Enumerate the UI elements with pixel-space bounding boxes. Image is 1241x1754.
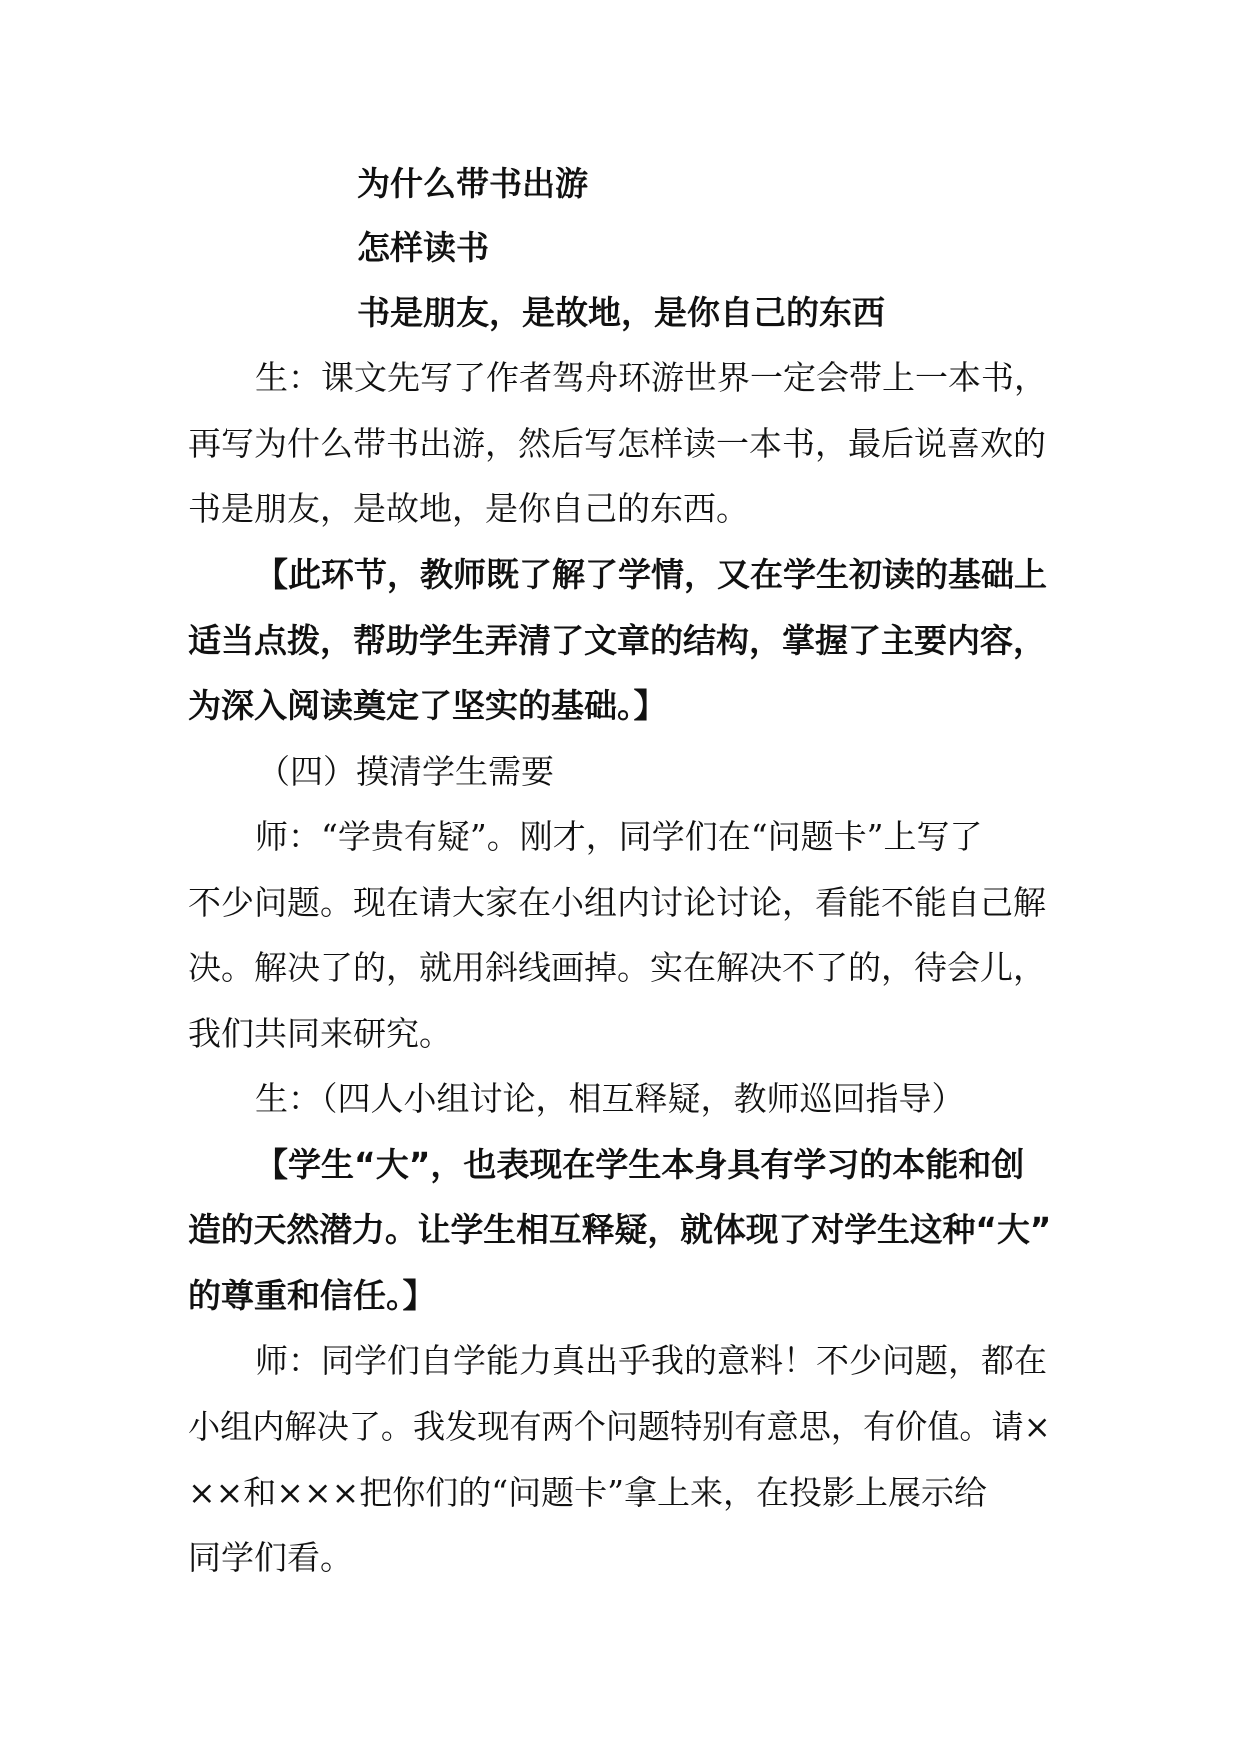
paragraph-line: 师：“学贵有疑”。刚才，同学们在“问题卡”上写了: [255, 817, 983, 856]
paragraph-line: 书是朋友，是故地，是你自己的东西。: [188, 489, 749, 528]
paragraph-line: 同学们看。: [188, 1538, 353, 1577]
paragraph-line: 小组内解决了。我发现有两个问题特别有意思，有价值。请×: [188, 1407, 1051, 1446]
outline-item: 书是朋友，是故地，是你自己的东西: [357, 293, 885, 332]
paragraph-line: 生：课文先写了作者驾舟环游世界一定会带上一本书，: [255, 358, 1047, 397]
paragraph-line: 再写为什么带书出游，然后写怎样读一本书，最后说喜欢的: [188, 424, 1046, 463]
paragraph-line: 生：（四人小组讨论，相互释疑，教师巡回指导）: [255, 1079, 965, 1118]
paragraph-line: 不少问题。现在请大家在小组内讨论讨论，看能不能自己解: [188, 883, 1046, 922]
paragraph-line: ××和×××把你们的“问题卡”拿上来，在投影上展示给: [188, 1473, 987, 1512]
comment-line: 【此环节，教师既了解了学情，又在学生初读的基础上: [255, 555, 1047, 594]
comment-line: 为深入阅读奠定了坚实的基础。】: [188, 686, 667, 725]
comment-line: 【学生“大”，也表现在学生本身具有学习的本能和创: [255, 1145, 1025, 1184]
comment-line: 的尊重和信任。】: [188, 1276, 436, 1315]
outline-item: 为什么带书出游: [357, 164, 588, 203]
comment-line: 造的天然潜力。让学生相互释疑，就体现了对学生这种“大”: [188, 1210, 1052, 1249]
paragraph-line: 我们共同来研究。: [188, 1014, 452, 1053]
section-heading: （四）摸清学生需要: [257, 752, 554, 791]
paragraph-line: 决。解决了的，就用斜线画掉。实在解决不了的，待会儿，: [188, 948, 1046, 987]
paragraph-line: 师：同学们自学能力真出乎我的意料！不少问题，都在: [255, 1341, 1047, 1380]
comment-line: 适当点拨，帮助学生弄清了文章的结构，掌握了主要内容，: [188, 621, 1046, 660]
outline-item: 怎样读书: [357, 228, 489, 267]
